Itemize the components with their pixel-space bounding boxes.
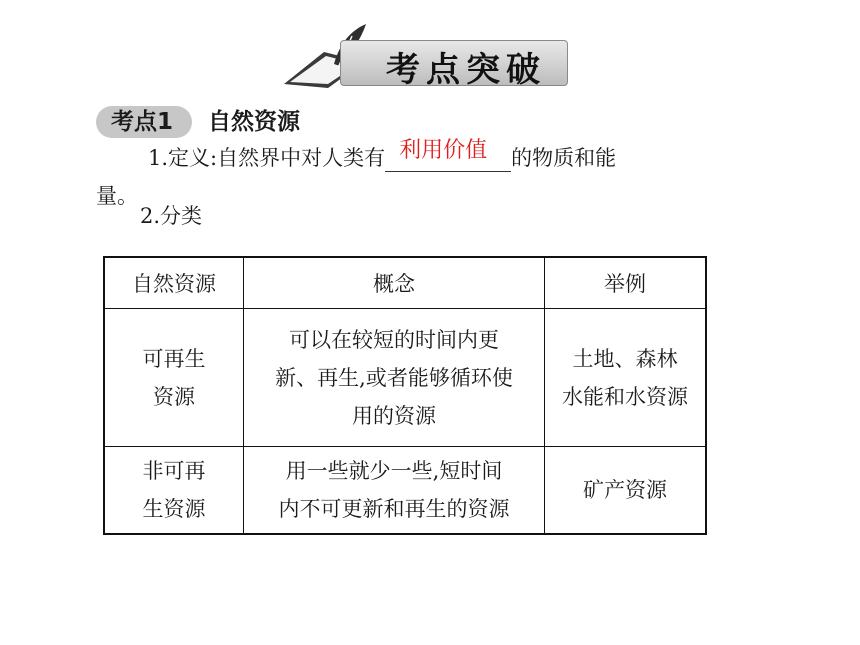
definition-continuation: 量。 — [96, 184, 138, 208]
row-concept: 用一些就少一些,短时间 内不可更新和再生的资源 — [244, 447, 545, 535]
header-example: 举例 — [545, 257, 707, 309]
table-row — [104, 309, 706, 447]
header-concept: 概念 — [244, 257, 545, 309]
definition-suffix: 的物质和能 — [511, 146, 617, 170]
topic-title: 自然资源 — [208, 109, 300, 135]
definition-answer: 利用价值 — [399, 138, 488, 163]
row-concept: 可以在较短的时间内更 新、再生,或者能够循环使 用的资源 — [244, 309, 545, 447]
row-example: 矿产资源 — [545, 447, 707, 535]
row-example: 土地、森林 水能和水资源 — [545, 309, 707, 447]
section-banner — [278, 22, 570, 90]
definition-line — [148, 138, 617, 172]
topic-badge: 考点1 — [111, 109, 174, 135]
answer-blank — [385, 138, 511, 172]
banner-title: 考点突破 — [386, 50, 546, 90]
table-header-row — [104, 257, 706, 309]
table-row — [104, 447, 706, 535]
header-type: 自然资源 — [104, 257, 244, 309]
row-type: 可再生 资源 — [104, 309, 244, 447]
resource-table — [103, 256, 707, 535]
definition-prefix: 1.定义:自然界中对人类有 — [148, 146, 386, 170]
row-type: 非可再 生资源 — [104, 447, 244, 535]
classification-label: 2.分类 — [140, 204, 203, 228]
